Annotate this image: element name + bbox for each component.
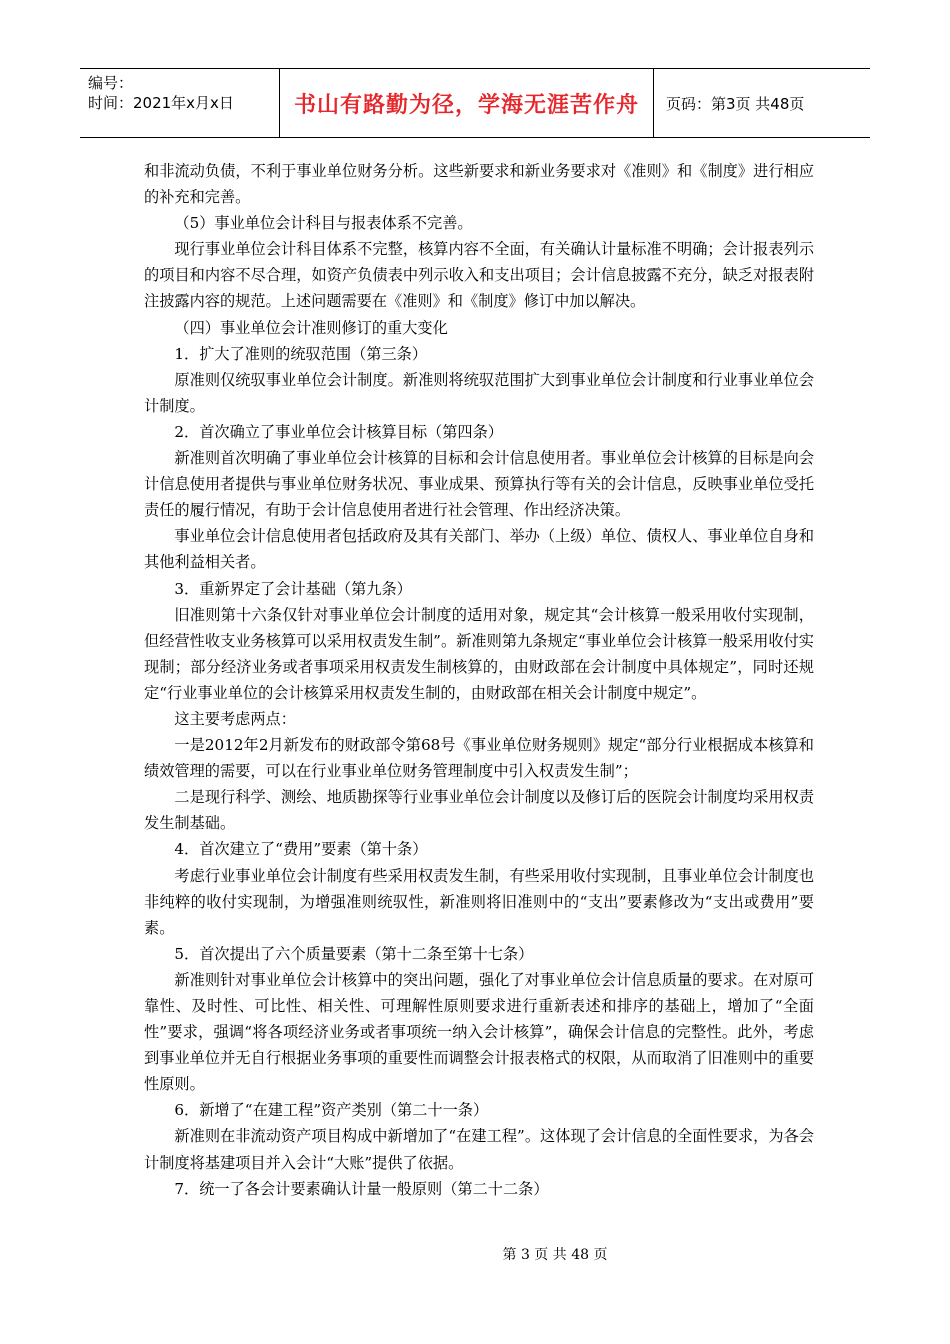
subsection-heading: 2．首次确立了事业单位会计核算目标（第四条） bbox=[174, 422, 503, 441]
doc-time-label: 时间：2021年x月x日 bbox=[88, 94, 234, 112]
paragraph: 新准则在非流动资产项目构成中新增加了“在建工程”。这体现了会计信息的全面性要求，为各会计制度将基建项目并入会计“大账”提供了依据。 bbox=[144, 1127, 814, 1172]
document-body bbox=[144, 158, 814, 1202]
doc-number-label: 编号： bbox=[88, 74, 134, 92]
paragraph: 原准则仅统驭事业单位会计制度。新准则将统驭范围扩大到事业单位会计制度和行业事业单位会计制度。 bbox=[144, 370, 814, 415]
paragraph: 考虑行业事业单位会计制度有些采用权责发生制，有些采用收付实现制，且事业单位会计制度也非纯粹的收付实现制，为增强准则统驭性，新准则将旧准则中的“支出”要素修改为“支出或费用”要素。 bbox=[144, 866, 814, 937]
paragraph: 和非流动负债，不利于事业单位财务分析。这些新要求和新业务要求对《准则》和《制度》进行相应的补充和完善。 bbox=[144, 162, 814, 207]
paragraph: 新准则针对事业单位会计核算中的突出问题，强化了对事业单位会计信息质量的要求。在对原可靠性、及时性、可比性、相关性、可理解性原则要求进行重新表述和排序的基础上，增加了“全面性”要求，强调“将各项经济业务或者事项统一纳入会计核算”，确保会计信息的完整性。此外，考虑到事业单位并无自行根据业务事项的重要性而调整会计报表格式的权限，从而取消了旧准则中的重要性原则。 bbox=[144, 970, 814, 1094]
paragraph: 事业单位会计信息使用者包括政府及其有关部门、举办（上级）单位、债权人、事业单位自身和其他利益相关者。 bbox=[144, 527, 814, 572]
subsection-heading: 1．扩大了准则的统驭范围（第三条） bbox=[174, 344, 428, 363]
header-meta bbox=[80, 69, 280, 137]
paragraph: 旧准则第十六条仅针对事业单位会计制度的适用对象，规定其“会计核算一般采用收付实现制，但经营性收支业务核算可以采用权责发生制”。新准则第九条规定“事业单位会计核算一般采用收付实现制；部分经济业务或者事项采用权责发生制核算的，由财政部在会计制度中具体规定”，同时还规定“行业事业单位的会计核算采用权责发生制的，由财政部在相关会计制度中规定”。 bbox=[144, 605, 814, 702]
page-footer: 第 3 页 共 48 页 bbox=[502, 1247, 608, 1263]
subsection-heading: 5．首次提出了六个质量要素（第十二条至第十七条） bbox=[174, 944, 534, 963]
header-page-number: 页码：第3页 共48页 bbox=[666, 94, 805, 113]
header-slogan: 书山有路勤为径，学海无涯苦作舟 bbox=[280, 69, 654, 137]
subsection-heading: 3．重新界定了会计基础（第九条） bbox=[174, 579, 412, 598]
subsection-heading: 7．统一了各会计要素确认计量一般原则（第二十二条） bbox=[174, 1179, 549, 1198]
paragraph: 一是2012年2月新发布的财政部令第68号《事业单位财务规则》规定“部分行业根据成本核算和绩效管理的需要，可以在行业事业单位财务管理制度中引入权责发生制”； bbox=[144, 736, 814, 781]
subsection-heading: 4．首次建立了“费用”要素（第十条） bbox=[174, 840, 428, 859]
subsection-heading: 6．新增了“在建工程”资产类别（第二十一条） bbox=[174, 1101, 489, 1120]
paragraph: 新准则首次明确了事业单位会计核算的目标和会计信息使用者。事业单位会计核算的目标是向会计信息使用者提供与事业单位财务状况、事业成果、预算执行等有关的会计信息，反映事业单位受托责任的履行情况，有助于会计信息使用者进行社会管理、作出经济决策。 bbox=[144, 449, 814, 520]
page-header bbox=[80, 68, 870, 138]
paragraph: （5）事业单位会计科目与报表体系不完善。 bbox=[174, 214, 473, 233]
paragraph: 二是现行科学、测绘、地质勘探等行业事业单位会计制度以及修订后的医院会计制度均采用权责发生制基础。 bbox=[144, 788, 814, 833]
paragraph: 这主要考虑两点： bbox=[174, 709, 296, 728]
paragraph: 现行事业单位会计科目体系不完整，核算内容不全面，有关确认计量标准不明确；会计报表列示的项目和内容不尽合理，如资产负债表中列示收入和支出项目；会计信息披露不充分，缺乏对报表附注披露内容的规范。上述问题需要在《准则》和《制度》修订中加以解决。 bbox=[144, 240, 814, 311]
section-heading: （四）事业单位会计准则修订的重大变化 bbox=[174, 318, 448, 337]
